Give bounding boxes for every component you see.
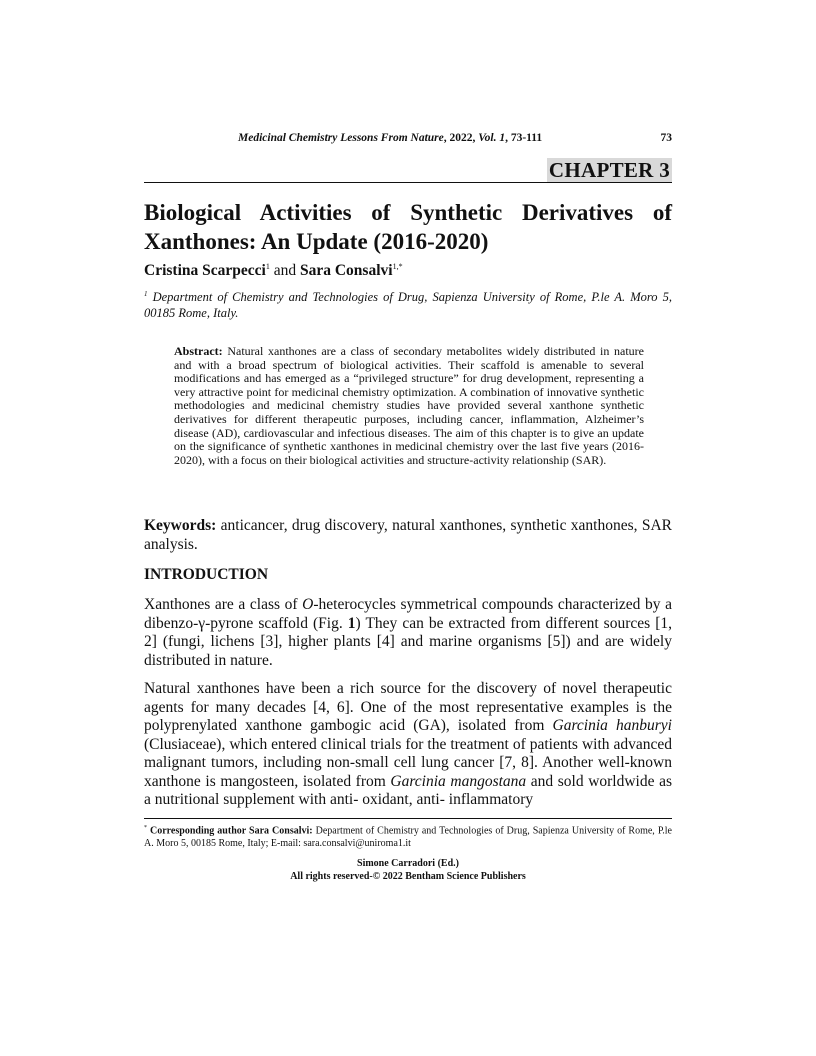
footnote-marker: * — [144, 825, 147, 831]
body-paragraph-1 — [144, 596, 672, 670]
abstract — [174, 345, 644, 467]
journal-citation — [238, 132, 542, 144]
keywords — [144, 516, 672, 554]
affiliation — [144, 286, 672, 321]
p1-text-a: Xanthones are a class of — [144, 596, 303, 613]
journal-name: Medicinal Chemistry Lessons From Nature — [238, 132, 444, 144]
footnote — [144, 822, 672, 850]
author-1: Cristina Scarpecci — [144, 262, 266, 280]
body-paragraph-2 — [144, 680, 672, 810]
publisher-info — [144, 857, 672, 883]
p1-text-c: ) They can be extracted from different sources [1, 2] (fungi, lichens [3], higher plants [4] and marine organisms [5]) and are widely distributed in nature. — [144, 614, 672, 669]
author-conjunction: and — [269, 262, 300, 280]
journal-year: , 2022, — [443, 132, 479, 144]
p2-text-b: (Clusiaceae), which entered clinical trials for the treatment of patients with advanced malignant tumors, including non-small cell lung cancer [7, 8]. Another well-known xanthone is mangosteen, isolated from — [144, 735, 672, 790]
author-2: Sara Consalvi — [299, 262, 393, 280]
abstract-text: Natural xanthones are a class of secondary metabolites widely distributed in nature and with a broad spectrum of biological activities. Their scaffold is amenable to several modifications and has emerged as a “privileged structure” for drug development, representing a very attractive point for medicinal chemistry optimization. A combination of innovative synthetic methodologies and medicinal chemistry studies have provided several xanthone synthetic derivatives for different therapeutic purposes, including cancer, inflammation, Alzheimer’s disease (AD), cardiovascular and infectious diseases. The aim of this chapter is to give an update on the significance of synthetic xanthones in medicinal chemistry over the last five years (2016-2020), with a focus on their biological activities and structure-activity relationship (SAR). — [174, 344, 644, 467]
chapter-label: CHAPTER 3 — [548, 158, 670, 182]
journal-volume: Vol. 1 — [478, 132, 506, 144]
footnote-divider — [144, 818, 672, 819]
p1-text-b: -heterocycles symmetrical compounds characterized by a dibenzo-γ-pyrone scaffold (Fig. — [144, 596, 673, 632]
author-line — [144, 262, 672, 280]
p1-italic-o: O — [302, 596, 314, 613]
journal-pages: , 73-111 — [505, 132, 543, 144]
footnote-label: Corresponding author Sara Consalvi: — [147, 825, 313, 837]
title-divider — [144, 182, 672, 183]
section-heading-introduction: INTRODUCTION — [144, 566, 269, 583]
p2-text-a: Natural xanthones have been a rich source for the discovery of novel therapeutic agents for many decades [4, 6]. One of the most representative examples is the polyprenylated xanthone gambogic acid (GA), isolated from — [144, 680, 672, 734]
article-title: Biological Activities of Synthetic Derivatives of Xanthones: An Update (2016-2020) — [144, 200, 672, 254]
keywords-label: Keywords: — [144, 517, 217, 534]
page-number: 73 — [660, 132, 672, 144]
species-name: Garcinia mangostana — [390, 772, 527, 790]
footnote-text: Department of Chemistry and Technologies of Drug, Sapienza University of Rome, P.le A. Moro 5, 00185 Rome, Italy; E-mail: sara.consalvi@uniroma1.it — [144, 825, 672, 849]
keywords-text: anticancer, drug discovery, natural xanthones, synthetic xanthones, SAR analysis. — [144, 517, 672, 553]
author-2-affil: 1,* — [392, 262, 403, 271]
rights-line: All rights reserved-© 2022 Bentham Science Publishers — [290, 871, 526, 882]
affiliation-text: Department of Chemistry and Technologies of Drug, Sapienza University of Rome, P.le A. Moro 5, 00185 Rome, Italy. — [144, 290, 672, 321]
affiliation-marker: 1 — [144, 290, 148, 298]
author-1-affil: 1 — [265, 262, 270, 271]
species-name: Garcinia hanburyi — [552, 717, 672, 734]
figure-ref: 1 — [347, 614, 356, 632]
editor-line: Simone Carradori (Ed.) — [357, 858, 459, 869]
p2-text-c: and sold worldwide as a nutritional supplement with anti- oxidant, anti- inflammatory — [144, 772, 673, 808]
abstract-label: Abstract: — [174, 344, 223, 358]
